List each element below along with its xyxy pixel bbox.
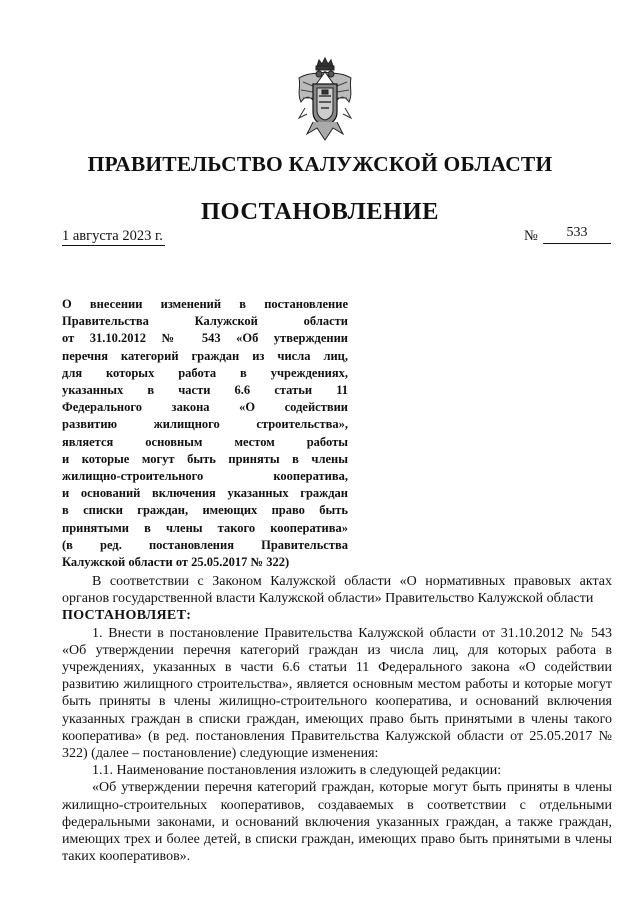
item-1-paragraph: 1. Внести в постановление Правительства Калужской области от 31.10.2012 № 543 «Об утверждении перечня категорий граждан из числа лиц, для которых работа в учреждениях, указанных в части 6.6 статьи 11 Федерального закона «О содействии развитию жилищного строительства», является основным местом работы и которые могут быть приняты в члены жилищно-строительного кооператива, и оснований включения указанных граждан в списки граждан, имеющих право быть принятыми в члены такого кооператива» (в ред. постановления Правительства Калужской области от 25.05.2017 № 322) (далее – постановление) следующие изменения: — [62, 625, 612, 762]
subject-line: развитию жилищного строительства», — [62, 417, 348, 432]
subject-line: Правительства Калужской области — [62, 314, 348, 329]
subject-line: для которых работа в учреждениях, — [62, 365, 348, 380]
subject-line: и оснований включения указанных граждан — [62, 486, 348, 501]
subject-line: перечня категорий граждан из числа лиц, — [62, 348, 348, 363]
document-body — [62, 573, 612, 865]
subject-line: (в ред. постановления Правительства — [62, 537, 348, 552]
subject-line: от 31.10.2012 № 543 «Об утверждении — [62, 331, 348, 346]
subject-line: указанных в части 6.6 статьи 11 — [62, 383, 348, 398]
number-underline — [543, 243, 611, 244]
subject-line: и которые могут быть приняты в члены — [62, 451, 348, 466]
subject-line: О внесении изменений в постановление — [62, 297, 348, 311]
subject-line: жилищно-строительного кооператива, — [62, 469, 348, 484]
subject-line: Калужской области от 25.05.2017 № 322) — [62, 555, 290, 570]
preamble-paragraph: В соответствии с Законом Калужской области «О нормативных правовых актах органов государственной власти Калужской области» Правительство Калужской области — [62, 574, 612, 607]
resolves-heading: ПОСТАНОВЛЯЕТ: — [62, 608, 192, 624]
government-name: ПРАВИТЕЛЬСТВО КАЛУЖСКОЙ ОБЛАСТИ — [87, 152, 553, 176]
item-1-1-paragraph: 1.1. Наименование постановления изложить в следующей редакции: — [92, 763, 502, 779]
subject-line: является основным местом работы — [62, 434, 348, 449]
subject-line: Федерального закона «О содействии — [62, 400, 348, 415]
number-label: № — [524, 228, 538, 244]
coat-of-arms-emblem — [291, 56, 359, 144]
document-type: ПОСТАНОВЛЕНИЕ — [201, 198, 439, 225]
document-number: 533 — [566, 225, 588, 240]
subject-line: в списки граждан, имеющих право быть — [62, 503, 348, 518]
document-subject — [62, 296, 348, 571]
new-title-quote: «Об утверждении перечня категорий граждан, которые могут быть приняты в члены жилищно-строительных кооперативов, создаваемых в соответствии с отдельными федеральными законами, и оснований включения указанных граждан, а также граждан, имеющих трех и более детей, в списки граждан, имеющих право быть принятыми в члены таких кооперативов». — [62, 780, 612, 865]
subject-line: принятыми в члены такого кооператива» — [62, 520, 348, 535]
document-date: 1 августа 2023 г. — [62, 228, 163, 244]
